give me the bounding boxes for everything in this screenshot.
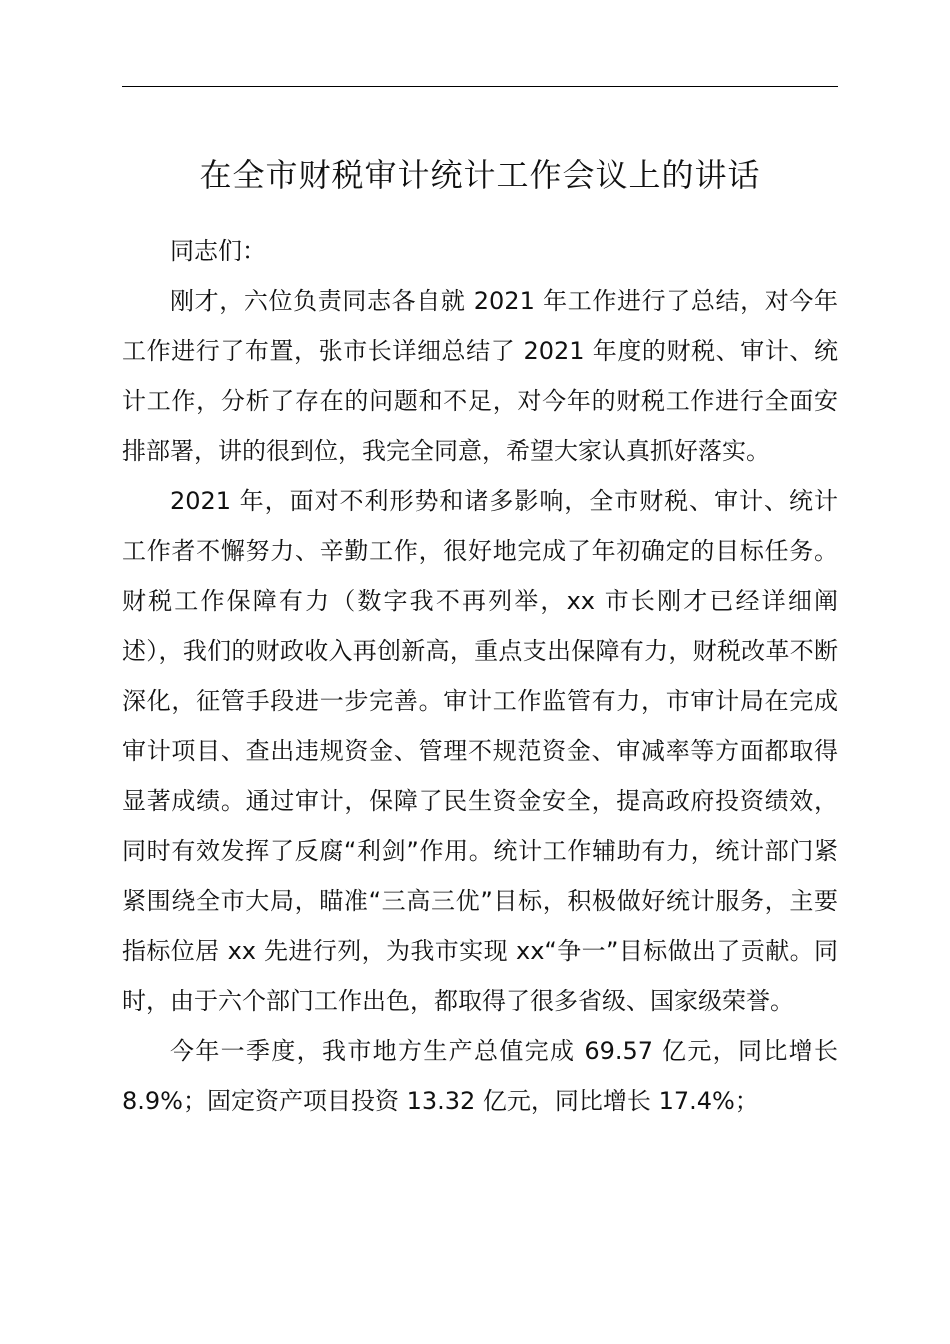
document-body [122,226,838,1126]
header-rule [122,86,838,87]
body-paragraph: 今年一季度，我市地方生产总值完成 69.57 亿元，同比增长 8.9%；固定资产项目投资 13.32 亿元，同比增长 17.4%； [122,1037,838,1115]
document-title: 在全市财税审计统计工作会议上的讲话 [199,156,761,194]
salutation-paragraph: 同志们： [170,237,266,265]
body-paragraph: 2021 年，面对不利形势和诸多影响，全市财税、审计、统计工作者不懈努力、辛勤工作，很好地完成了年初确定的目标任务。财税工作保障有力（数字我不再列举，xx 市长刚才已经详细阐述），我们的财政收入再创新高，重点支出保障有力，财税改革不断深化，征管手段进一步完善。审计工作监管有力，市审计局在完成审计项目、查出违规资金、管理不规范资金、审减率等方面都取得显著成绩。通过审计，保障了民生资金安全，提高政府投资绩效，同时有效发挥了反腐“利剑”作用。统计工作辅助有力，统计部门紧紧围绕全市大局，瞄准“三高三优”目标，积极做好统计服务，主要指标位居 xx 先进行列，为我市实现 xx“争一”目标做出了贡献。同时，由于六个部门工作出色，都取得了很多省级、国家级荣誉。 [122,487,838,1015]
body-paragraph: 刚才，六位负责同志各自就 2021 年工作进行了总结，对今年工作进行了布置，张市长详细总结了 2021 年度的财税、审计、统计工作，分析了存在的问题和不足，对今年的财税工作进行全面安排部署，讲的很到位，我完全同意，希望大家认真抓好落实。 [122,287,838,465]
